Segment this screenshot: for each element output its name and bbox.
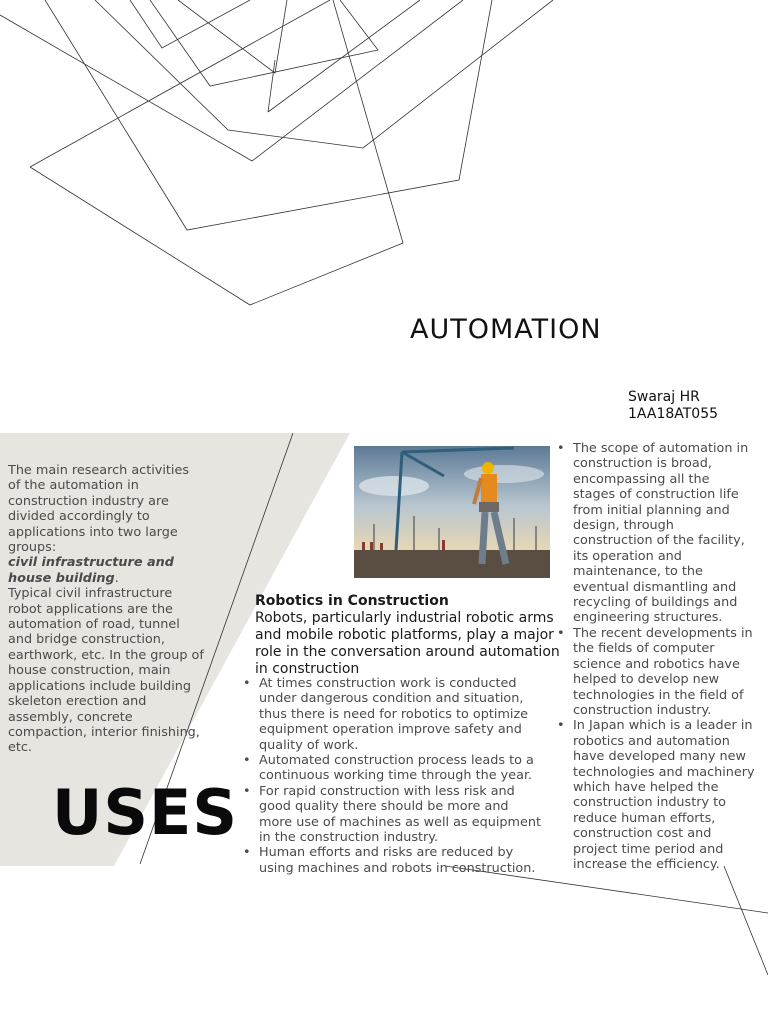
author-block bbox=[628, 389, 718, 423]
deco-line bbox=[95, 0, 553, 148]
robotics-body: Robots, particularly industrial robotic arms and mobile robotic platforms, play a major role in the conversation around automation in construction bbox=[255, 610, 560, 677]
deco-line bbox=[30, 0, 403, 305]
research-emphasis: civil infrastructure and house building bbox=[8, 555, 174, 586]
deco-line bbox=[724, 866, 768, 975]
list-item: • Human efforts and risks are reduced by using machines and robots in construction. bbox=[241, 845, 541, 876]
research-punct: . bbox=[114, 570, 119, 586]
page-title: AUTOMATION bbox=[410, 314, 602, 345]
deco-line bbox=[150, 0, 378, 86]
list-item: • At times construction work is conducted under dangerous condition and situation, thus there is need for robotics to optimize equipment operation improve safety and quality of work. bbox=[241, 676, 541, 753]
scope-bullet-list bbox=[555, 441, 755, 872]
deco-line bbox=[268, 60, 275, 112]
author-usn: 1AA18AT055 bbox=[628, 406, 719, 422]
uses-bullet-list bbox=[241, 676, 541, 876]
list-item: • The scope of automation in construction is broad, encompassing all the stages of construction life from initial planning and design, through construction of the facility, its operation and maintenance, to the eventual dismantling and recycling of buildings and engineering structures. bbox=[555, 441, 755, 626]
deco-line bbox=[130, 0, 250, 48]
construction-worker-photo bbox=[354, 446, 550, 578]
list-item: • For rapid construction with less risk and good quality there should be more and more use of machines as well as equipment in the construction industry. bbox=[241, 784, 541, 846]
list-item: • Automated construction process leads to a continuous working time through the year. bbox=[241, 753, 541, 784]
deco-line bbox=[0, 0, 463, 161]
robotics-section bbox=[255, 593, 565, 677]
photo-cloud bbox=[464, 465, 544, 483]
deco-line bbox=[30, 0, 330, 167]
photo-cloud bbox=[359, 476, 429, 496]
uses-heading: USES bbox=[52, 776, 239, 849]
research-text bbox=[8, 463, 204, 756]
list-item: • In Japan which is a leader in robotics and automation have developed many new technologies and machinery which have helped the construction industry to reduce human efforts, construction cost and project time period and increase the efficiency. bbox=[555, 718, 755, 872]
photo-ground bbox=[354, 550, 550, 578]
author-name: Swaraj HR bbox=[628, 389, 700, 405]
robotics-heading: Robotics in Construction bbox=[255, 593, 449, 609]
deco-line bbox=[45, 0, 492, 230]
deco-line bbox=[178, 0, 287, 73]
list-item: • The recent developments in the fields of computer science and robotics have helped to develop new technologies in the field of construction industry. bbox=[555, 626, 755, 718]
deco-line bbox=[268, 0, 420, 112]
research-body: Typical civil infrastructure robot applications are the automation of road, tunnel and bridge construction, earthwork, etc. In the group of house construction, main applications include building skeleton erection and assembly, concrete compaction, interior finishing, etc. bbox=[8, 586, 204, 756]
research-intro: The main research activities of the automation in construction industry are divided accordingly to applications into two large groups: bbox=[8, 463, 190, 556]
